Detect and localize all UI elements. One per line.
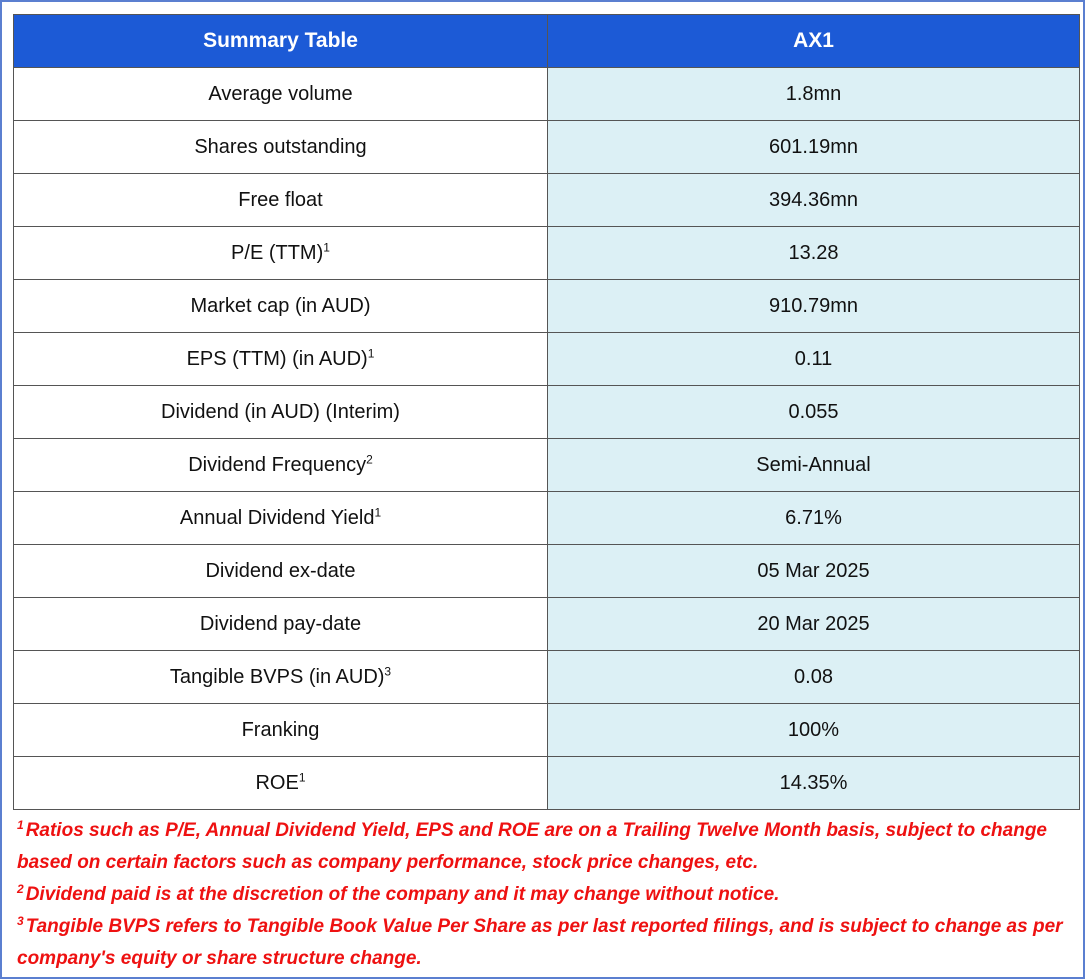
footnote-ref: 1: [367, 345, 375, 360]
table-row: [14, 333, 1080, 386]
row-label-cell: [14, 386, 548, 439]
row-label: Annual Dividend Yield: [179, 506, 375, 529]
row-label: Franking: [241, 718, 320, 741]
table-row: [14, 174, 1080, 227]
table-row: [14, 704, 1080, 757]
row-label-cell: [14, 439, 548, 492]
row-value: 05 Mar 2025: [548, 545, 1080, 598]
footnote-1: [17, 815, 1077, 879]
footnote-text: Tangible BVPS refers to Tangible Book Value Per Share as per last reported filings, and is subject to change as per company's equity or share structure change.: [17, 916, 1063, 969]
row-value: 0.055: [548, 386, 1080, 439]
header-summary-table: Summary Table: [14, 15, 548, 68]
row-label: Dividend (in AUD) (Interim): [161, 400, 400, 423]
row-value: 910.79mn: [548, 280, 1080, 333]
table-row: [14, 227, 1080, 280]
row-value: Semi-Annual: [548, 439, 1080, 492]
row-label-cell: [14, 598, 548, 651]
footnote-3: [17, 911, 1077, 975]
table-row: [14, 386, 1080, 439]
footnote-text: Ratios such as P/E, Annual Dividend Yield, EPS and ROE are on a Trailing Twelve Month basis, subject to change based on certain factors such as company performance, stock price changes, etc.: [17, 820, 1047, 873]
row-label-cell: [14, 492, 548, 545]
row-label: Dividend ex-date: [205, 559, 356, 582]
row-label: Free float: [238, 188, 323, 211]
table-header-row: [14, 15, 1080, 68]
row-value: 6.71%: [548, 492, 1080, 545]
footnote-text: Dividend paid is at the discretion of the company and it may change without notice.: [25, 884, 780, 905]
footnote-ref: 1: [374, 504, 382, 519]
row-label: Average volume: [208, 82, 353, 105]
row-label-cell: [14, 227, 548, 280]
row-value: 14.35%: [548, 757, 1080, 810]
row-label: Market cap (in AUD): [190, 294, 371, 317]
table-row: [14, 545, 1080, 598]
row-value: 394.36mn: [548, 174, 1080, 227]
row-label: P/E (TTM): [231, 241, 324, 264]
row-label-cell: [14, 68, 548, 121]
row-label-cell: [14, 545, 548, 598]
row-value: 20 Mar 2025: [548, 598, 1080, 651]
table-row: [14, 598, 1080, 651]
table-row: [14, 757, 1080, 810]
footnote-ref: 3: [384, 663, 392, 678]
row-label: Dividend pay-date: [199, 612, 362, 635]
row-value: 601.19mn: [548, 121, 1080, 174]
row-value: 0.08: [548, 651, 1080, 704]
footnote-ref: 1: [323, 239, 330, 254]
row-value: 0.11: [548, 333, 1080, 386]
table-row: [14, 492, 1080, 545]
row-label-cell: [14, 704, 548, 757]
row-label-cell: [14, 757, 548, 810]
footnote-marker: 3: [17, 913, 24, 928]
footnotes: [17, 815, 1077, 975]
header-ticker: AX1: [548, 15, 1080, 68]
row-label-cell: [14, 121, 548, 174]
table-row: [14, 68, 1080, 121]
row-label: Shares outstanding: [194, 135, 367, 158]
row-label-cell: [14, 651, 548, 704]
row-label: EPS (TTM) (in AUD): [186, 347, 368, 370]
row-label-cell: [14, 174, 548, 227]
row-value: 13.28: [548, 227, 1080, 280]
table-row: [14, 280, 1080, 333]
row-label-cell: [14, 280, 548, 333]
summary-table: [13, 14, 1080, 810]
row-label: ROE: [255, 771, 299, 794]
row-label: Dividend Frequency: [188, 453, 367, 476]
footnote-marker: 1: [17, 817, 24, 832]
table-row: [14, 651, 1080, 704]
table-row: [14, 439, 1080, 492]
table-row: [14, 121, 1080, 174]
row-label-cell: [14, 333, 548, 386]
footnote-2: [17, 879, 1077, 911]
row-value: 100%: [548, 704, 1080, 757]
row-label: Tangible BVPS (in AUD): [169, 665, 385, 688]
footnote-ref: 2: [366, 451, 373, 466]
footnote-ref: 1: [298, 769, 306, 784]
row-value: 1.8mn: [548, 68, 1080, 121]
footnote-marker: 2: [17, 881, 24, 896]
